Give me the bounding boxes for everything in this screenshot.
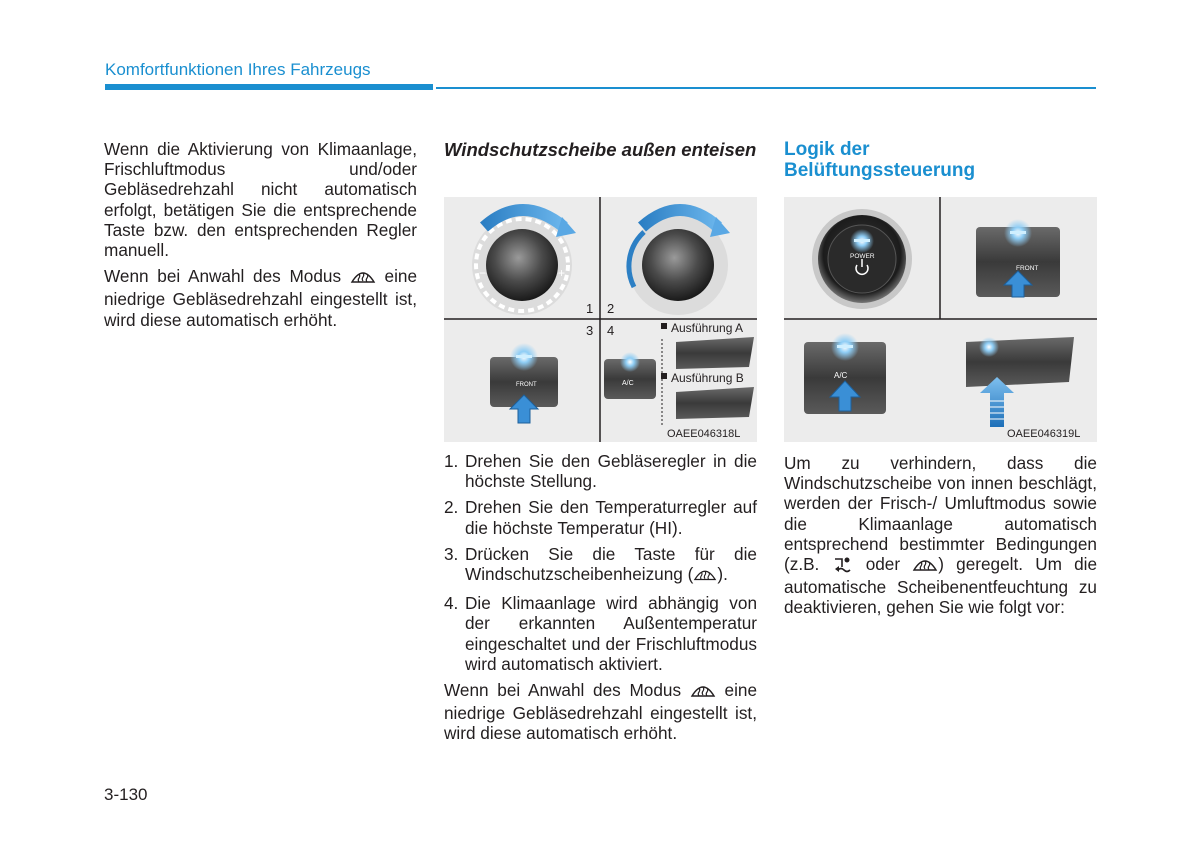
list-item: 3. Drücken Sie die Taste für die Windschutzscheibenheizung ( ). (444, 544, 757, 587)
column-middle (444, 139, 757, 160)
column-middle-text (444, 451, 757, 750)
variant-a-label: Ausführung A (671, 321, 744, 335)
button-label: FRONT (516, 382, 537, 388)
figure-defrost-controls (444, 197, 757, 442)
figure-ventilation-controls (784, 197, 1097, 442)
list-item: 4. Die Klimaanlage wird abhängig von der erkannten Außentemperatur eingeschaltet und der Frischluftmodus wird automatisch aktiviert. (444, 593, 757, 674)
column-right-text (784, 453, 1097, 624)
running-header-title: Komfortfunktionen Ihres Fahrzeugs (105, 60, 371, 79)
page-number: 3-130 (104, 785, 148, 804)
paragraph-blower-speed (104, 266, 417, 330)
quadrant-label: 4 (607, 323, 615, 338)
column-right (784, 139, 1097, 181)
section-heading-defrost-outside: Windschutzscheibe außen enteisen (444, 139, 757, 160)
figure-code: OAEE046319L (1007, 428, 1081, 440)
windshield-airflow-icon (832, 555, 854, 577)
list-item: 1. Drehen Sie den Gebläseregler in die höchste Stellung. (444, 451, 757, 492)
svg-text:+: + (558, 266, 566, 280)
section-heading-ventilation-logic: Logik der Belüftungssteuerung (784, 139, 976, 181)
power-label: POWER (850, 253, 875, 260)
quadrant-label: 1 (586, 301, 594, 316)
list-item: 2. Drehen Sie den Temperaturregler auf die höchste Temperatur (HI). (444, 497, 757, 538)
paragraph-blower-speed: Wenn bei Anwahl des Modus eine niedrige Gebläsedrehzahl eingestellt ist, wird diese automatisch erhöht. (444, 680, 758, 744)
windshield-defrost-icon (690, 681, 716, 703)
paragraph-text: Wenn bei Anwahl des Modus (104, 266, 342, 287)
quadrant-label: 3 (586, 323, 594, 338)
button-label: FRONT (1016, 265, 1039, 272)
windshield-defrost-icon (912, 555, 938, 577)
button-label: A/C (622, 380, 634, 387)
paragraph-manual-control: Wenn die Aktivierung von Klimaanlage, Frischluftmodus und/oder Gebläsedrehzahl nicht automatisch erfolgt, betätigen Sie die entsprechende Taste bzw. den entsprechenden Regler manuell. (104, 139, 417, 261)
svg-text:−: − (479, 266, 487, 280)
windshield-defrost-icon (350, 267, 376, 289)
header-rule-thick (105, 84, 433, 90)
button-label: A/C (834, 371, 848, 380)
header-rule-thin (436, 87, 1096, 89)
steps-list (444, 451, 757, 674)
paragraph-text: eine niedrige Gebläsedrehzahl eingestellt ist, wird diese automatisch erhöht. (104, 266, 418, 330)
variant-b-label: Ausführung B (671, 371, 744, 385)
figure-code: OAEE046318L (667, 428, 741, 440)
column-left (104, 139, 417, 336)
paragraph-auto-dehumidify: Um zu verhindern, dass die Windschutzscheibe von innen beschlägt, werden der Frisch-/ Umluftmodus sowie die Klimaanlage automatisch entsprechend bestimmter Bedingungen (z.B. oder ) geregelt. Um die automatische Scheibenentfeuchtung zu deaktivieren, gehen Sie wie folgt vor: (784, 453, 1098, 618)
windshield-defrost-icon (693, 565, 717, 587)
quadrant-label: 2 (607, 301, 615, 316)
